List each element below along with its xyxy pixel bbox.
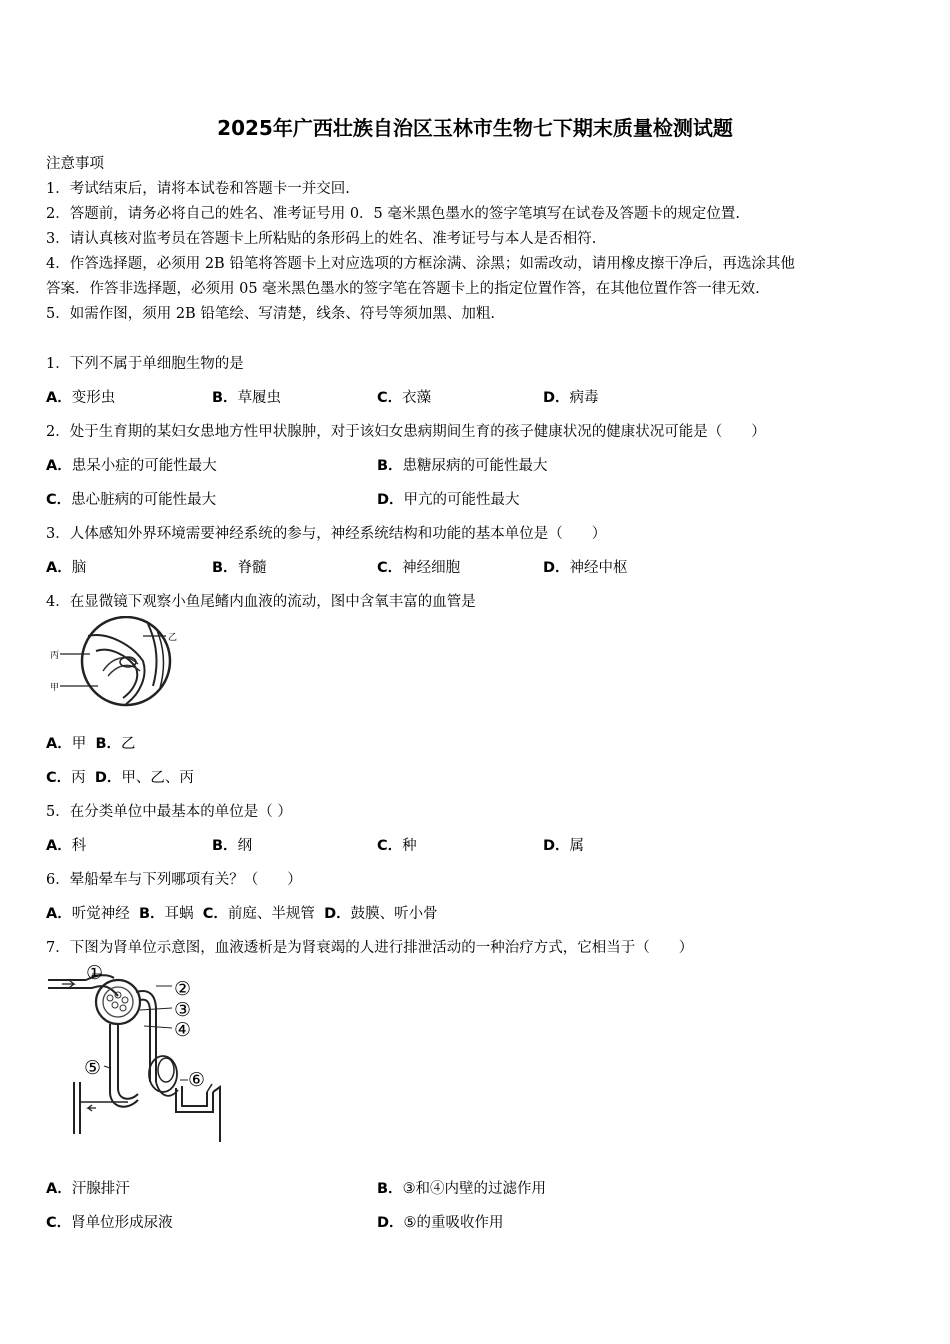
- q3-option-b: B．脊髓: [212, 560, 267, 576]
- fig4-label-bing: 丙: [50, 651, 60, 661]
- q2-option-c: C．患心脏病的可能性最大: [46, 492, 217, 508]
- q1-option-c: C．衣藻: [377, 390, 432, 406]
- q2-option-a: A．患呆小症的可能性最大: [46, 458, 217, 474]
- nephron-figure: [48, 962, 233, 1144]
- notice-item: 2．答题前，请务必将自己的姓名、准考证号用 0．5 毫米黑色墨水的签字笔填写在试卷及答题卡的规定位置.: [46, 206, 740, 222]
- question-4-stem: 4．在显微镜下观察小鱼尾鳍内血液的流动，图中含氧丰富的血管是: [46, 594, 476, 610]
- question-7-stem: 7．下图为肾单位示意图，血液透析是为肾衰竭的人进行排泄活动的一种治疗方式，它相当于（ ）: [46, 940, 694, 956]
- q5-option-c: C．种: [377, 838, 417, 854]
- notice-heading: 注意事项: [46, 156, 104, 172]
- q3-option-d: D．神经中枢: [543, 560, 628, 576]
- q5-option-b: B．纲: [212, 838, 253, 854]
- q4-option-ab: A．甲 B．乙: [46, 736, 136, 752]
- q3-option-a: A．脑: [46, 560, 87, 576]
- fig7-label-1: ①: [86, 962, 104, 984]
- q5-option-a: A．科: [46, 838, 87, 854]
- notice-item: 3．请认真核对监考员在答题卡上所粘贴的条形码上的姓名、准考证号与本人是否相符.: [46, 231, 597, 247]
- q7-option-a: A．汗腺排汗: [46, 1181, 130, 1197]
- fig4-label-jia: 甲: [50, 683, 60, 693]
- notice-item: 4．作答选择题，必须用 2B 铅笔将答题卡上对应选项的方框涂满、涂黑；如需改动，请用橡皮擦干净后，再选涂其他: [46, 256, 795, 272]
- page-title: 2025年广西壮族自治区玉林市生物七下期末质量检测试题: [217, 116, 733, 140]
- question-5-stem: 5．在分类单位中最基本的单位是（ ）: [46, 804, 292, 820]
- question-2-stem: 2．处于生育期的某妇女患地方性甲状腺肿，对于该妇女患病期间生育的孩子健康状况的健康状况可能是（ ）: [46, 424, 766, 440]
- question-6-stem: 6．晕船晕车与下列哪项有关？（ ）: [46, 872, 302, 888]
- fish-tail-microscope-figure: [48, 616, 183, 708]
- q2-option-b: B．患糖尿病的可能性最大: [377, 458, 548, 474]
- q7-option-d: D．⑤的重吸收作用: [377, 1215, 504, 1231]
- fig4-label-yi: 乙: [168, 633, 178, 643]
- question-3-stem: 3．人体感知外界环境需要神经系统的参与，神经系统结构和功能的基本单位是（ ）: [46, 526, 607, 542]
- fig7-label-5: ⑤: [84, 1057, 102, 1079]
- q3-option-c: C．神经细胞: [377, 560, 461, 576]
- notice-item: 1．考试结束后，请将本试卷和答题卡一并交回.: [46, 181, 350, 197]
- question-1-stem: 1．下列不属于单细胞生物的是: [46, 356, 244, 372]
- q2-option-d: D．甲亢的可能性最大: [377, 492, 520, 508]
- q5-option-d: D．属: [543, 838, 585, 854]
- notice-item: 5．如需作图，须用 2B 铅笔绘、写清楚，线条、符号等须加黑、加粗.: [46, 306, 495, 322]
- fig7-label-6: ⑥: [188, 1069, 206, 1091]
- q7-option-c: C．肾单位形成尿液: [46, 1215, 173, 1231]
- q1-option-a: A．变形虫: [46, 390, 116, 406]
- fig7-label-3: ③: [174, 999, 192, 1021]
- q7-option-b: B．③和④内壁的过滤作用: [377, 1181, 547, 1197]
- q6-options: A．听觉神经 B．耳蜗 C．前庭、半规管 D．鼓膜、听小骨: [46, 906, 438, 922]
- q4-option-cd: C．丙 D．甲、乙、丙: [46, 770, 194, 786]
- fig7-label-4: ④: [174, 1019, 192, 1041]
- q1-option-b: B．草履虫: [212, 390, 282, 406]
- q1-option-d: D．病毒: [543, 390, 599, 406]
- notice-item: 答案．作答非选择题，必须用 05 毫米黑色墨水的签字笔在答题卡上的指定位置作答，在其他位置作答一律无效.: [46, 281, 760, 297]
- fig7-label-2: ②: [174, 978, 192, 1000]
